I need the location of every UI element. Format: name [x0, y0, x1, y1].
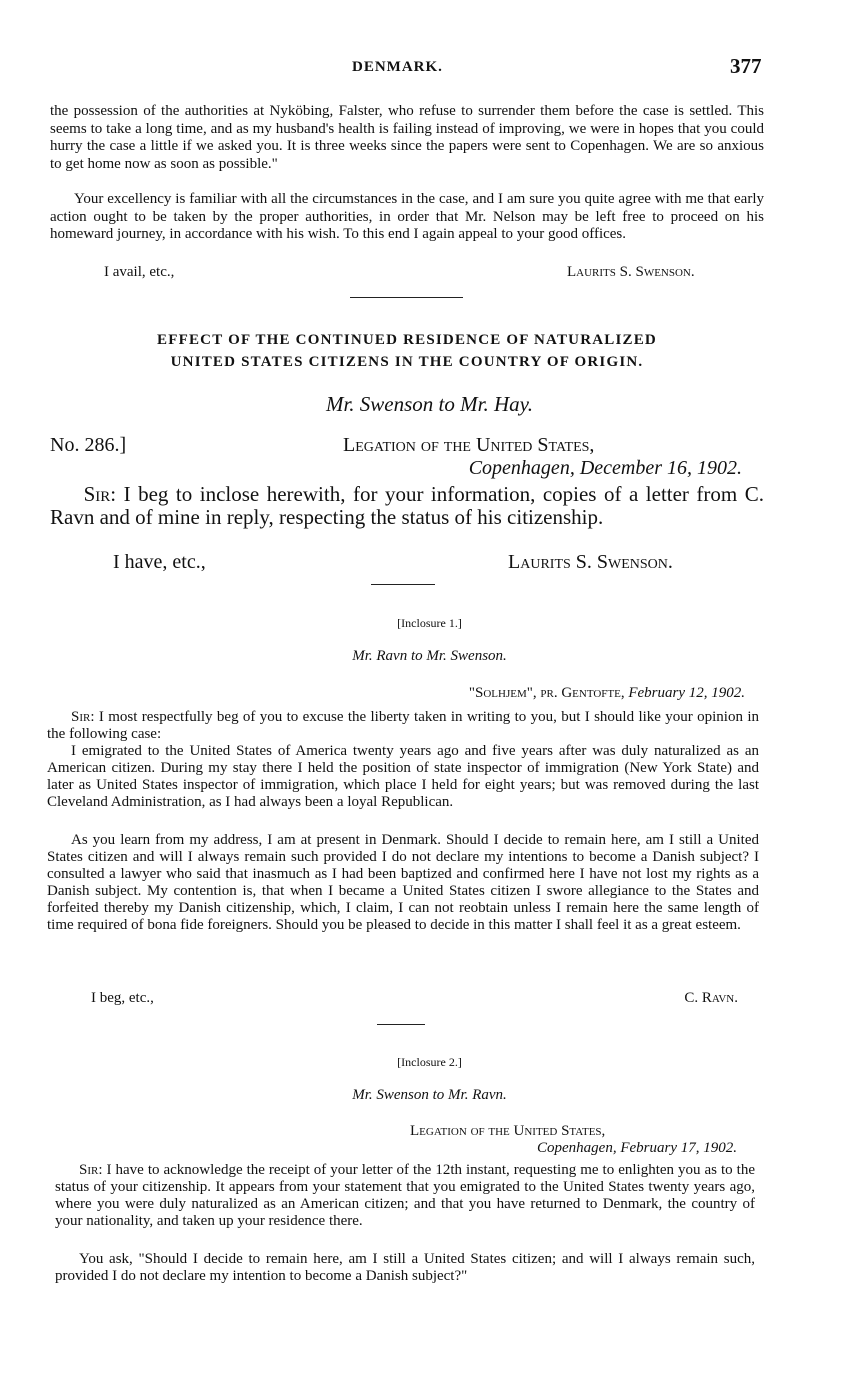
letter-286-correspondents: Mr. Swenson to Mr. Hay.	[325, 392, 534, 416]
page-header	[0, 56, 859, 82]
inclosure-1-salutation: Sir:	[71, 709, 95, 725]
letter-286-dateline: Copenhagen, December 16, 1902.	[468, 457, 742, 479]
inclosure-1-date: February 12, 1902.	[628, 685, 745, 701]
letter-286-closing: I have, etc.,	[113, 551, 206, 573]
inclosure-1-paragraph-3: As you learn from my address, I am at present in Denmark. Should I decide to remain here, am I still a United States citizen and will I always remain such provided I do not declare my intentions to become a Danish subject? I consulted a lawyer who said that inasmuch as I had been baptized and confirmed here I have not lost my rights as a Danish subject. My contention is, that when I became a United States citizen I swore allegiance to the States and forfeited thereby my Danish citizenship, which, I claim, I can not reobtain unless I remain here the same length of time required of bona fide foreigners. Should you be pleased to decide in this matter I shall feel it as a great esteem.	[47, 832, 759, 933]
inclosure-2-correspondents: Mr. Swenson to Mr. Ravn.	[352, 1087, 507, 1103]
inclosure-1-place: "Solhjem", pr. Gentofte,	[468, 685, 625, 701]
inclosure-2-divider	[377, 1024, 425, 1025]
section-divider	[350, 297, 463, 298]
continued-signature: Laurits S. Swenson.	[567, 264, 695, 280]
inclosure-1-signature: C. Ravn.	[684, 990, 738, 1006]
continued-paragraph-2: Your excellency is familiar with all the circumstances in the case, and I am sure you quite agree with me that early action ought to be taken by the proper authorities, in order that Mr. Nelson may be left free to proceed on his homeward journey, in accordance with his wish. To this end I again appeal to your good offices.	[50, 191, 764, 243]
inclosure-2-label: [Inclosure 2.]	[397, 1055, 462, 1069]
letter-286-salutation: Sir:	[83, 482, 117, 506]
section-heading-line-1: EFFECT OF THE CONTINUED RESIDENCE OF NATURALIZED	[157, 332, 657, 348]
inclosure-2-paragraph-1	[55, 1162, 755, 1230]
inclosure-1-closing: I beg, etc.,	[91, 990, 154, 1006]
inclosure-1-paragraph-1	[47, 709, 759, 743]
continued-paragraph-1: the possession of the authorities at Nyköbing, Falster, who refuse to surrender them before the case is settled. This seems to take a long time, and as my husband's health is failing instead of improving, we were in hopes that you could hurry the case a little if we asked you. It is three weeks since the papers were sent to Copenhagen. We are so anxious to get home now as soon as possible."	[50, 103, 764, 172]
inclosure-1-dateline	[355, 685, 745, 702]
letter-286-body	[50, 483, 764, 528]
continued-closing: I avail, etc.,	[104, 264, 175, 280]
inclosure-2-paragraph-1-text: I have to acknowledge the receipt of your letter of the 12th instant, requesting me to enlighten you as to the status of your citizenship. It appears from your statement that you emigrated to the United States twenty years ago, where you were duly naturalized as an American citizen; and that you have returned to Denmark, the country of your nationality, and taken up your residence there.	[55, 1162, 755, 1229]
inclosure-1-divider	[371, 584, 435, 585]
section-heading-line-2: UNITED STATES CITIZENS IN THE COUNTRY OF ORIGIN.	[170, 354, 644, 370]
inclosure-2-paragraph-2: You ask, "Should I decide to remain here, am I still a United States citizen; and will I always remain such, provided I do not declare my intention to become a Danish subject?"	[55, 1251, 755, 1284]
inclosure-2-salutation: Sir:	[79, 1162, 103, 1178]
inclosure-1-label: [Inclosure 1.]	[397, 616, 462, 630]
inclosure-1-paragraph-2: I emigrated to the United States of America twenty years ago and five years after was duly naturalized as an American citizen. During my stay there I held the position of state inspector of immigration (New York State) and later as United States inspector of immigration, which place I held for eight years; but was removed during the last Cleveland Administration, as I had always been a loyal Republican.	[47, 743, 759, 810]
inclosure-1-paragraph-1-text: I most respectfully beg of you to excuse the liberty taken in writing to you, but I should like your opinion in the following case:	[47, 709, 759, 742]
letter-286-number: No. 286.]	[50, 434, 127, 456]
running-title: DENMARK.	[352, 59, 443, 75]
letter-286-place: Legation of the United States,	[343, 434, 595, 456]
inclosure-2-place: Legation of the United States,	[410, 1123, 606, 1139]
letter-286-signature: Laurits S. Swenson.	[508, 551, 673, 573]
inclosure-2-dateline: Copenhagen, February 17, 1902.	[537, 1140, 737, 1156]
page-number: 377	[730, 54, 762, 78]
letter-286-text: I beg to inclose herewith, for your information, copies of a letter from C. Ravn and of mine in reply, respecting the status of his citizenship.	[50, 482, 764, 529]
inclosure-1-correspondents: Mr. Ravn to Mr. Swenson.	[352, 648, 507, 664]
